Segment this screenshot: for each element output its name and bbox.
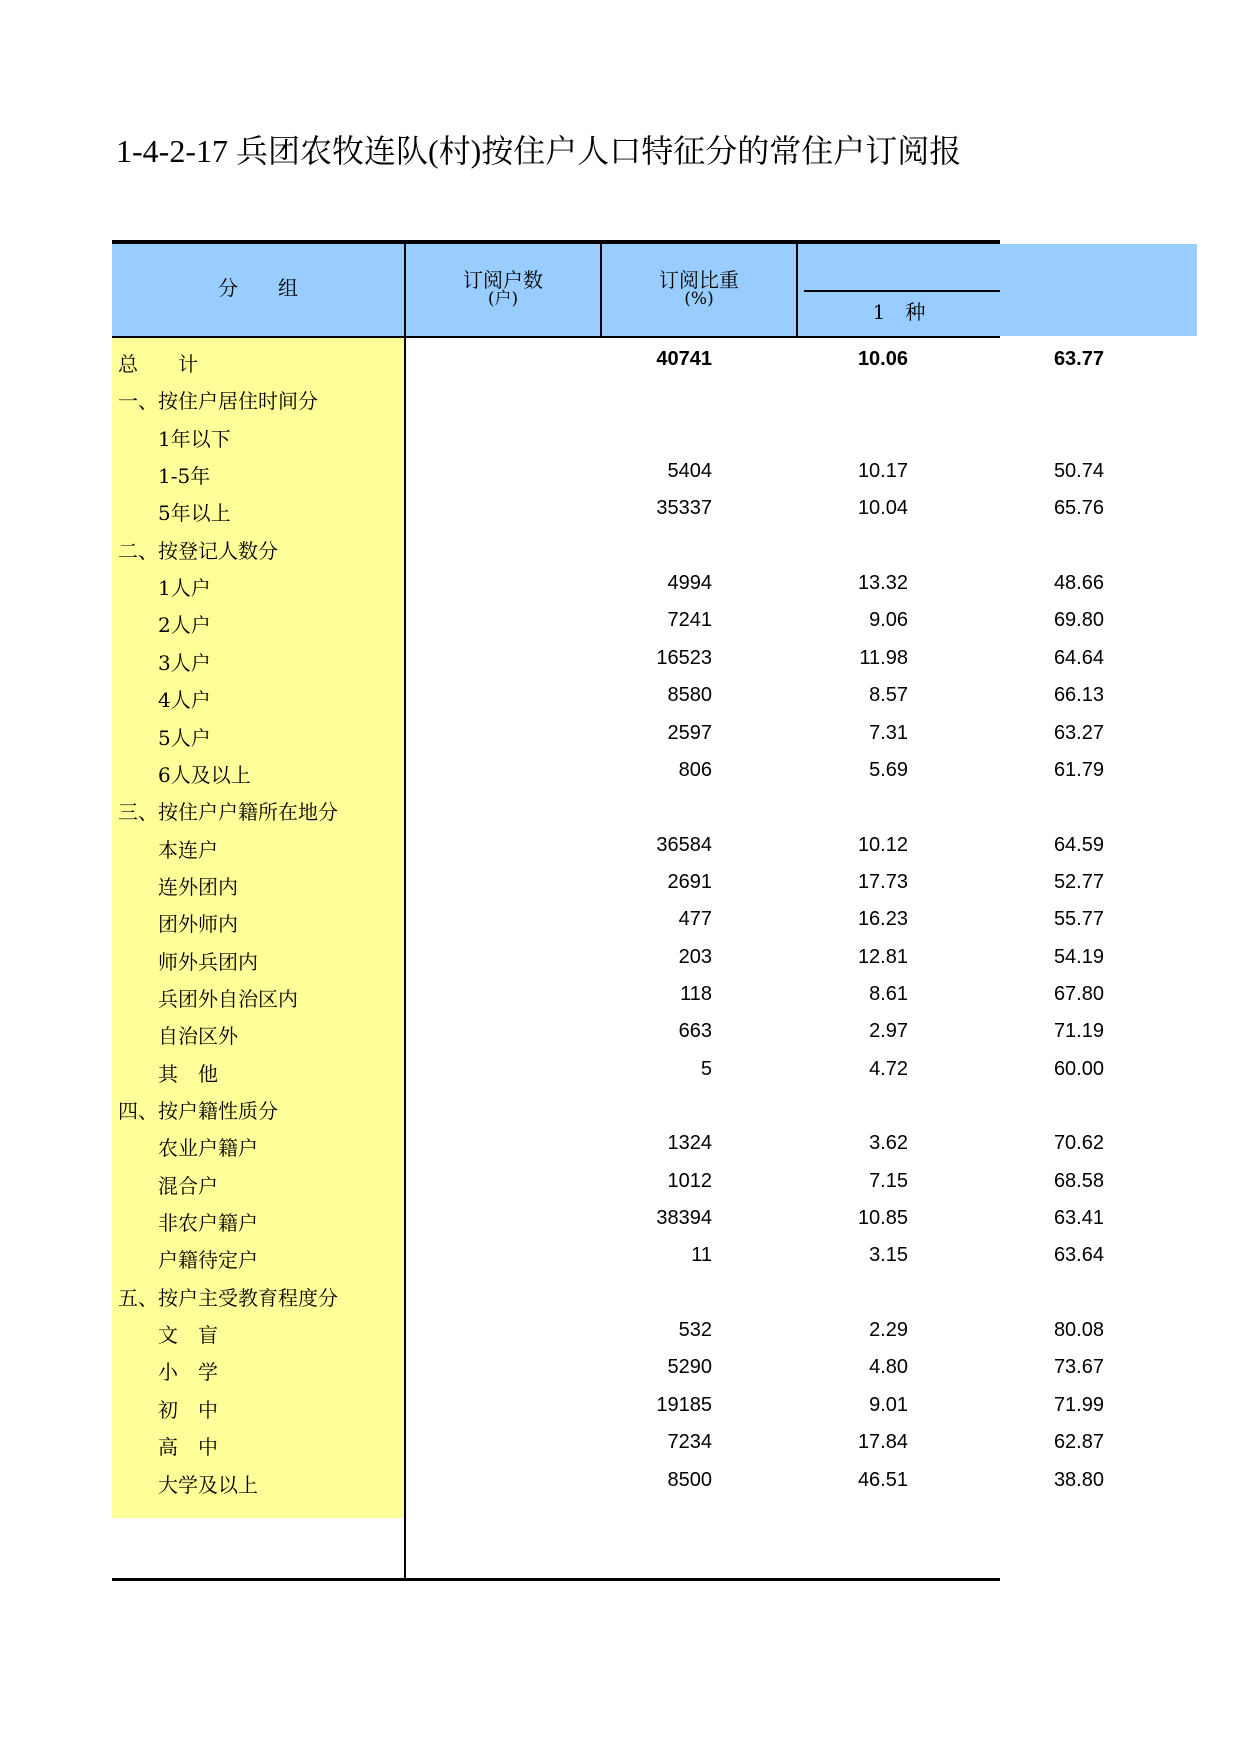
- one-kind-value: 64.59: [1053, 833, 1104, 856]
- table-row: [112, 452, 1104, 489]
- row-label: 连外团内: [158, 874, 238, 899]
- header-ratio: [602, 270, 796, 308]
- ratio-value: 10.04: [857, 497, 908, 520]
- row-label: 5年以上: [158, 501, 231, 526]
- header-one-kind-label: 1 种: [872, 300, 926, 324]
- ratio-value: 4.72: [869, 1057, 908, 1080]
- row-label: 总 计: [118, 352, 198, 376]
- table-row: [112, 601, 1104, 638]
- ratio-value: 13.32: [857, 572, 908, 595]
- table-row: [112, 788, 1000, 825]
- header-subscribers-label: 订阅户数: [463, 268, 543, 292]
- row-label: 三、按住户户籍所在地分: [118, 800, 338, 825]
- row-label: 非农户籍户: [158, 1211, 258, 1236]
- one-kind-value: 38.80: [1053, 1468, 1104, 1491]
- header-group-label: 分 组: [218, 276, 298, 300]
- header-bottom-border: [112, 336, 1000, 338]
- subscribers-value: 36584: [656, 833, 712, 856]
- one-kind-value: 63.27: [1053, 721, 1104, 744]
- row-label: 五、按户主受教育程度分: [118, 1285, 338, 1310]
- table-row: [112, 1386, 1104, 1423]
- row-label: 1-5年: [158, 464, 211, 489]
- subscribers-value: 5290: [667, 1356, 712, 1379]
- row-label: 团外师内: [158, 912, 238, 937]
- subscribers-value: 16523: [656, 646, 712, 669]
- ratio-value: 10.06: [857, 348, 908, 370]
- one-kind-value: 80.08: [1053, 1319, 1104, 1342]
- column-divider-2: [796, 240, 798, 338]
- row-label: 户籍待定户: [158, 1248, 258, 1273]
- table-row: [112, 1274, 1000, 1311]
- ratio-value: 2.29: [869, 1319, 908, 1342]
- one-kind-value: 62.87: [1053, 1431, 1104, 1454]
- row-label: 1人户: [158, 576, 211, 601]
- ratio-value: 17.73: [857, 870, 908, 893]
- table-row: [112, 527, 1000, 564]
- subscribers-value: 35337: [656, 497, 712, 520]
- ratio-value: 46.51: [857, 1468, 908, 1491]
- row-label: 一、按住户居住时间分: [118, 389, 318, 414]
- table-bottom-border: [112, 1578, 1000, 1581]
- ratio-value: 10.17: [857, 460, 908, 483]
- row-label: 兵团外自治区内: [158, 986, 298, 1011]
- row-label: 自治区外: [158, 1024, 238, 1049]
- ratio-value: 4.80: [869, 1356, 908, 1379]
- table-row: [112, 826, 1104, 863]
- row-label: 文 盲: [158, 1323, 218, 1348]
- one-kind-value: 63.77: [1053, 348, 1104, 370]
- ratio-value: 8.57: [869, 684, 908, 707]
- table-row: [112, 1311, 1104, 1348]
- table-row: [112, 975, 1104, 1012]
- row-label: 四、按户籍性质分: [118, 1099, 278, 1123]
- ratio-value: 11.98: [859, 646, 908, 669]
- one-kind-value: 52.77: [1053, 870, 1104, 893]
- ratio-value: 9.01: [869, 1393, 908, 1416]
- table-row: [112, 1124, 1104, 1161]
- table-row: [112, 938, 1104, 975]
- row-label: 1年以下: [158, 426, 231, 451]
- one-kind-value: 61.79: [1053, 758, 1104, 781]
- subscribers-value: 7234: [667, 1431, 712, 1454]
- ratio-value: 17.84: [857, 1431, 908, 1454]
- one-kind-value: 70.62: [1053, 1132, 1104, 1155]
- subscribers-value: 8580: [667, 684, 712, 707]
- row-label: 其 他: [158, 1061, 218, 1086]
- ratio-value: 7.15: [869, 1169, 908, 1192]
- ratio-value: 2.97: [869, 1020, 908, 1043]
- table-row: [112, 1348, 1104, 1385]
- table-row: [112, 1199, 1104, 1236]
- table-row: [112, 639, 1104, 676]
- subscribers-value: 806: [678, 758, 712, 781]
- row-label: 5人户: [158, 725, 211, 750]
- table-row: [112, 1012, 1104, 1049]
- one-kind-value: 48.66: [1053, 572, 1104, 595]
- table-row: [112, 564, 1104, 601]
- subscribers-value: 5404: [667, 460, 712, 483]
- header-subscribers-unit: (户): [487, 289, 519, 309]
- subscribers-value: 1012: [667, 1169, 712, 1192]
- subscribers-value: 5: [700, 1057, 712, 1080]
- subscribers-value: 532: [678, 1319, 712, 1342]
- one-kind-value: 63.41: [1053, 1207, 1104, 1230]
- header-one-kind: [798, 302, 1000, 322]
- row-label: 2人户: [158, 613, 211, 638]
- table-row: [112, 900, 1104, 937]
- table-row: [112, 714, 1104, 751]
- row-label: 师外兵团内: [158, 949, 258, 974]
- ratio-value: 12.81: [857, 945, 908, 968]
- subscribers-value: 40741: [656, 348, 712, 370]
- subscribers-value: 19185: [656, 1393, 712, 1416]
- subscribers-value: 203: [678, 945, 712, 968]
- row-label: 高 中: [158, 1435, 218, 1460]
- row-label: 6人及以上: [158, 762, 251, 787]
- subscribers-value: 1324: [667, 1132, 712, 1155]
- ratio-value: 9.06: [869, 609, 908, 632]
- header-group: [112, 278, 404, 298]
- table-row: [112, 489, 1104, 526]
- subscribers-value: 118: [680, 982, 712, 1005]
- subscribers-value: 8500: [667, 1468, 712, 1491]
- subscribers-value: 2691: [667, 870, 712, 893]
- header-ratio-unit: (%): [684, 289, 714, 309]
- table-row: [112, 863, 1104, 900]
- one-kind-value: 66.13: [1053, 684, 1104, 707]
- page-title: 1-4-2-17 兵团农牧连队(村)按住户人口特征分的常住户订阅报: [116, 133, 962, 169]
- table-row: [112, 751, 1104, 788]
- subscribers-value: 7241: [667, 609, 712, 632]
- one-kind-value: 71.19: [1053, 1020, 1104, 1043]
- table-row: [112, 377, 1000, 414]
- subscribers-value: 11: [691, 1244, 712, 1267]
- table-row: [112, 1050, 1104, 1087]
- one-kind-value: 64.64: [1053, 646, 1104, 669]
- table-row: [112, 676, 1104, 713]
- one-kind-value: 63.64: [1053, 1244, 1104, 1267]
- table-row: [112, 1236, 1104, 1273]
- subscribers-value: 2597: [667, 721, 712, 744]
- table-row: [112, 340, 1104, 377]
- row-label: 小 学: [158, 1360, 218, 1385]
- row-label: 混合户: [158, 1173, 218, 1198]
- ratio-value: 10.12: [857, 833, 908, 856]
- ratio-value: 7.31: [869, 721, 908, 744]
- ratio-value: 10.85: [857, 1207, 908, 1230]
- row-label: 大学及以上: [158, 1472, 258, 1497]
- data-table: [112, 240, 1240, 1580]
- one-kind-value: 73.67: [1053, 1356, 1104, 1379]
- ratio-value: 3.15: [869, 1244, 908, 1267]
- ratio-value: 5.69: [869, 758, 908, 781]
- subscribers-value: 477: [678, 908, 712, 931]
- table-row: [112, 1162, 1104, 1199]
- ratio-value: 3.62: [869, 1132, 908, 1155]
- row-label: 4人户: [158, 688, 211, 713]
- one-kind-value: 50.74: [1053, 460, 1104, 483]
- row-label: 二、按登记人数分: [118, 538, 278, 563]
- one-kind-value: 55.77: [1053, 908, 1104, 931]
- one-kind-value: 54.19: [1053, 945, 1104, 968]
- one-kind-value: 65.76: [1053, 497, 1104, 520]
- table-row: [112, 415, 1000, 452]
- header-subscribers: [406, 270, 600, 308]
- row-label: 3人户: [158, 650, 211, 675]
- one-kind-value: 71.99: [1053, 1393, 1104, 1416]
- table-row: [112, 1087, 1000, 1124]
- ratio-value: 8.61: [869, 982, 908, 1005]
- ratio-value: 16.23: [857, 908, 908, 931]
- row-label: 本连户: [158, 837, 218, 862]
- one-kind-value: 68.58: [1053, 1169, 1104, 1192]
- one-kind-value: 69.80: [1053, 609, 1104, 632]
- subscribers-value: 4994: [667, 572, 712, 595]
- one-kind-value: 60.00: [1053, 1057, 1104, 1080]
- one-kind-value: 67.80: [1053, 982, 1104, 1005]
- header-ratio-label: 订阅比重: [659, 268, 739, 292]
- subscribers-value: 38394: [656, 1207, 712, 1230]
- table-top-border: [112, 240, 1000, 244]
- row-label: 农业户籍户: [158, 1136, 258, 1161]
- header-subgroup-border: [804, 290, 1000, 292]
- subscribers-value: 663: [678, 1020, 712, 1043]
- row-label: 初 中: [158, 1397, 218, 1422]
- table-row: [112, 1461, 1104, 1498]
- table-row: [112, 1423, 1104, 1460]
